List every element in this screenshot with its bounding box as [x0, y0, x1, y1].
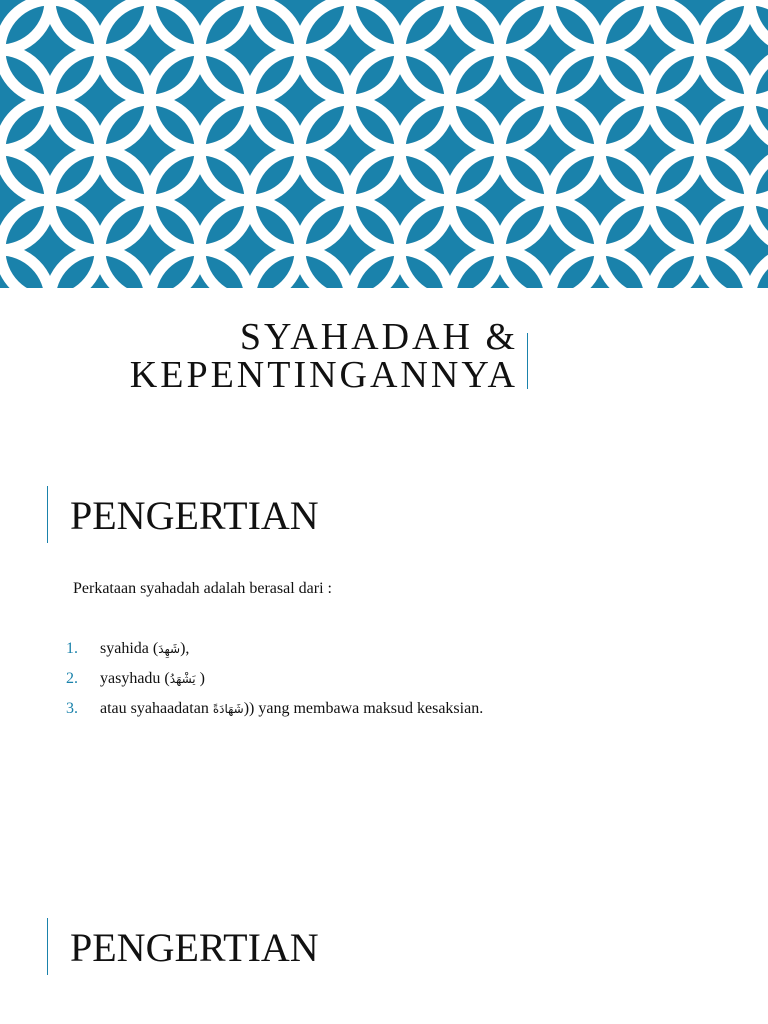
list-number: 2.	[66, 670, 78, 687]
section2-heading: PENGERTIAN	[70, 925, 319, 970]
section2-accent-rule	[47, 918, 48, 975]
title-line-2: KEPENTINGANNYA	[129, 354, 518, 396]
circle-lattice-pattern	[0, 0, 768, 288]
title-accent-rule	[527, 333, 528, 389]
arabic-term: شَهِدَ	[158, 642, 181, 656]
header-pattern-banner	[0, 0, 768, 288]
list-text: atau syahaadatan شَهَادَةً)) yang membawa maksud kesaksian.	[100, 700, 484, 717]
intro-text: Perkataan syahadah adalah berasal dari :	[73, 580, 332, 597]
section1-accent-rule	[47, 486, 48, 543]
list-number: 3.	[66, 700, 78, 717]
arabic-term: يَشْهَدُ	[169, 672, 196, 686]
list-text: syahida (شَهِدَ),	[100, 640, 190, 657]
title-line-1: SYAHADAH &	[239, 316, 518, 358]
presentation-title	[0, 318, 518, 394]
list-number: 1.	[66, 640, 78, 657]
list-text: yasyhadu (يَشْهَدُ )	[100, 670, 205, 687]
section1-heading: PENGERTIAN	[70, 493, 319, 538]
arabic-term: شَهَادَةً	[212, 702, 244, 716]
